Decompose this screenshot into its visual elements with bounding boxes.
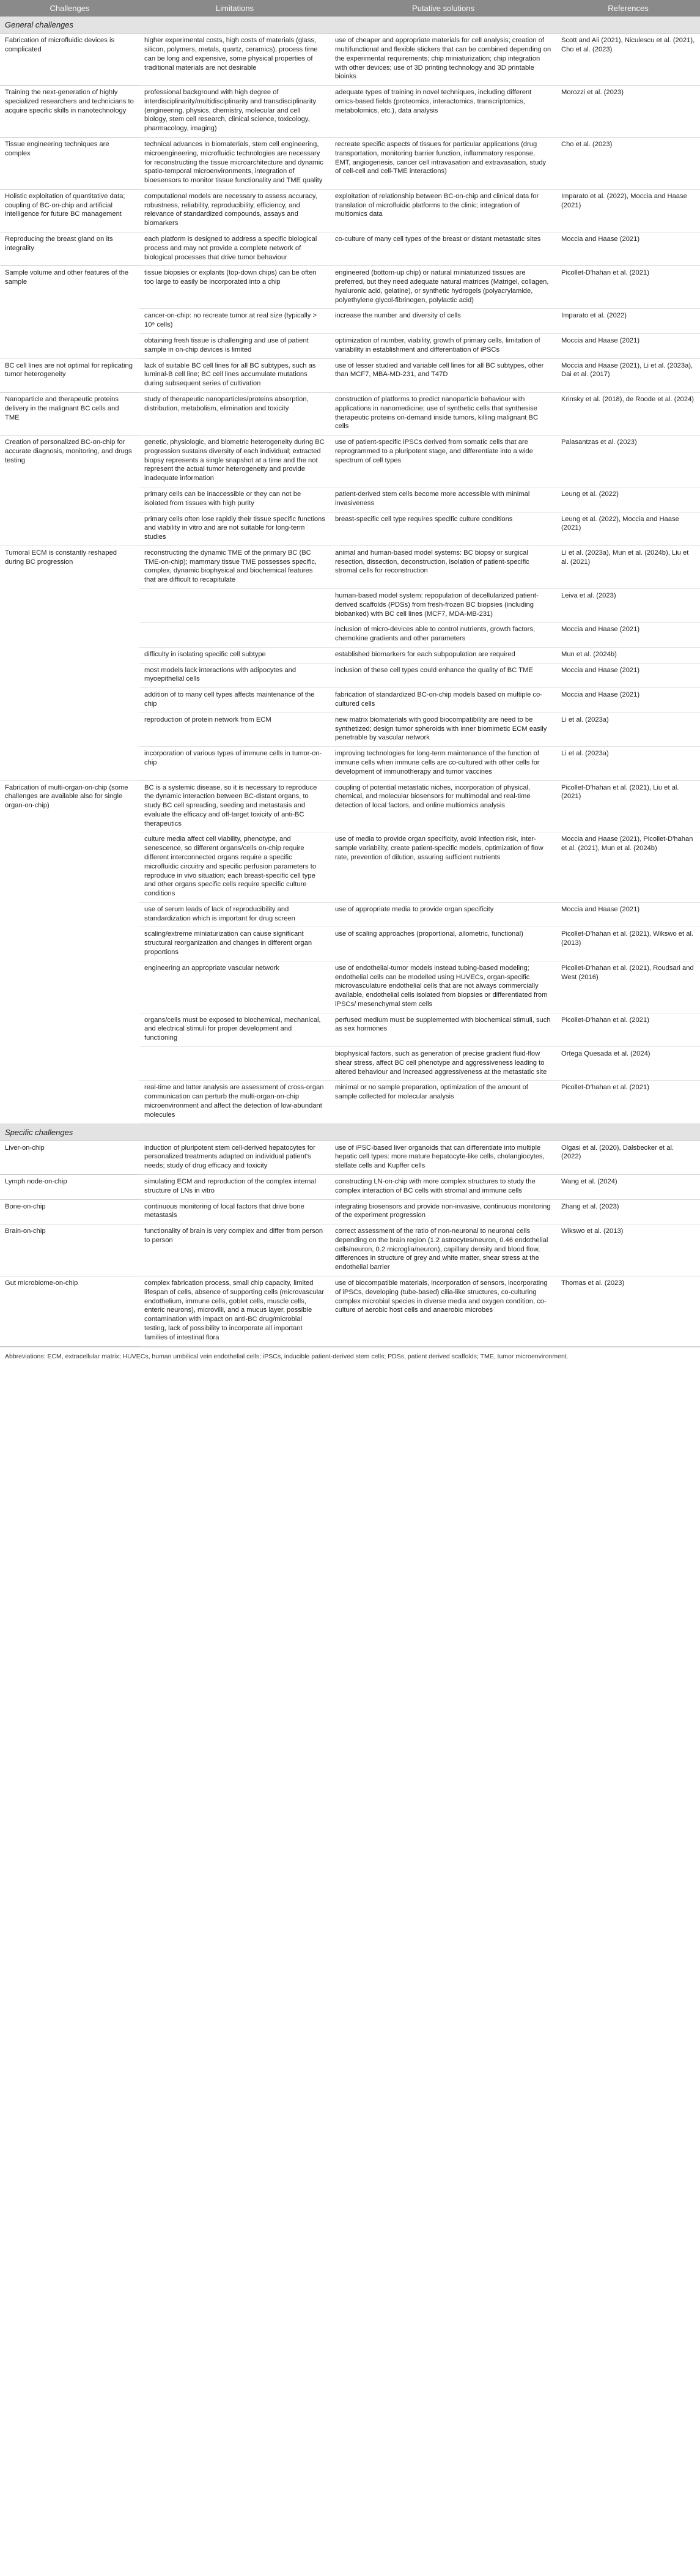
solution-cell: fabrication of standardized BC-on-chip models based on multiple co-cultured cells <box>330 688 556 713</box>
solution-cell: minimal or no sample preparation, optimization of the amount of sample collected for molecular analysis <box>330 1081 556 1123</box>
limitation-cell: each platform is designed to address a specific biological process and may not provide a complete network of biological processes that drive tumor behaviour <box>139 232 330 266</box>
table-row <box>0 358 700 392</box>
solution-cell: constructing LN-on-chip with more complex structures to study the complex interaction of BC cells with stromal and immune cells <box>330 1175 556 1200</box>
references-cell: Moccia and Haase (2021) <box>556 688 700 713</box>
challenge-cell: Creation of personalized BC-on-chip for accurate diagnosis, monitoring, and drugs testing <box>0 435 139 546</box>
solution-cell: engineered (bottom-up chip) or natural miniaturized tissues are preferred, but they need adequate natural matrices (Matrigel, collagen, hyaluronic acid, gelatine), or synthetic hydrogels (polyacrylamide, polyethylene glycol-fibrinogen, polylactic acid) <box>330 266 556 309</box>
references-cell: Leiva et al. (2023) <box>556 589 700 623</box>
limitation-cell: culture media affect cell viability, phenotype, and senescence, so different organs/cells on-chip require different interconnected organs require a specific microfluidic circuitry and specific perfusion parameters to reproduce in vivo situation; each breast-specific cell type and other organs specific cells require specific culture conditions <box>139 832 330 902</box>
solution-cell: use of cheaper and appropriate materials for cell analysis; creation of multifunctional and flexible stickers that can be combined depending on the experimental requirements; chip miniaturization; chip integration with other devices; use of 3D printing technology and 3D printable bioinks <box>330 34 556 86</box>
solution-cell: improving technologies for long-term maintenance of the function of immune cells when immune cells are co-cultured with other cells for development of immunotherapy and tumor vaccines <box>330 747 556 780</box>
solution-cell: new matrix biomaterials with good biocompatibility are need to be synthetized; design tumor spheroids with inner biomimetic ECM easily penetrable by vascular network <box>330 712 556 746</box>
references-cell: Leung et al. (2022), Moccia and Haase (2021) <box>556 512 700 546</box>
challenge-cell: Gut microbiome-on-chip <box>0 1276 139 1346</box>
references-cell: Moccia and Haase (2021) <box>556 232 700 266</box>
references-cell: Cho et al. (2023) <box>556 137 700 189</box>
references-cell: Ortega Quesada et al. (2024) <box>556 1047 700 1081</box>
solution-cell: integrating biosensors and provide non-invasive, continuous monitoring of the experiment progression <box>330 1199 556 1224</box>
references-cell: Li et al. (2023a) <box>556 747 700 780</box>
challenge-cell: Tissue engineering techniques are complex <box>0 137 139 189</box>
references-cell: Olgasi et al. (2020), Dalsbecker et al. (2022) <box>556 1141 700 1174</box>
references-cell: Li et al. (2023a), Mun et al. (2024b), Liu et al. (2021) <box>556 546 700 588</box>
solution-cell: use of patient-specific iPSCs derived from somatic cells that are reprogrammed to a pluripotent stage, and differentiate into a wide spectrum of cell types <box>330 435 556 487</box>
table-row <box>0 34 700 86</box>
table-row <box>0 266 700 309</box>
limitation-cell: primary cells can be inaccessible or they can not be isolated from tissues with high purity <box>139 487 330 512</box>
references-cell: Picollet-D'hahan et al. (2021), Wikswo et al. (2013) <box>556 927 700 961</box>
header-limitations: Limitations <box>139 0 330 17</box>
limitation-cell: reconstructing the dynamic TME of the primary BC (BC TME-on-chip); mammary tissue TME possesses specific, complex, dynamic biophysical and biochemical features that are difficult to recapitulate <box>139 546 330 588</box>
references-cell: Picollet-D'hahan et al. (2021) <box>556 1013 700 1046</box>
table-row <box>0 1175 700 1200</box>
limitation-cell: cancer-on-chip: no recreate tumor at real size (typically > 10⁹ cells) <box>139 309 330 334</box>
table-row <box>0 1199 700 1224</box>
table-body <box>0 17 700 1346</box>
references-cell: Mun et al. (2024b) <box>556 647 700 663</box>
section-title: General challenges <box>0 17 700 34</box>
limitation-cell: complex fabrication process, small chip capacity, limited lifespan of cells, absence of supporting cells (microvascular endothelium, immune cells, goblet cells, muscle cells, enteric neurons), microvilli, and a mucus layer, possible contamination with impact on anti-BC drug/microbial testing, lack of possibility to incorporate all important families of intestinal flora <box>139 1276 330 1346</box>
limitation-cell: continuous monitoring of local factors that drive bone metastasis <box>139 1199 330 1224</box>
solution-cell: coupling of potential metastatic niches, incorporation of physical, chemical, and molecular biosensors for multimodal and real-time detection of local factors, and online multiomics analysis <box>330 780 556 832</box>
solution-cell: use of lesser studied and variable cell lines for all BC subtypes, other than MCF7, MBA-MD-231, and T47D <box>330 358 556 392</box>
references-cell: Krinsky et al. (2018), de Roode et al. (2024) <box>556 392 700 435</box>
solution-cell: recreate specific aspects of tissues for particular applications (drug transportation, monitoring barrier function, inflammatory response, EMT, angiogenesis, cancer cell intravasation and extravasation, study of cell-cell and cell-TME interactions) <box>330 137 556 189</box>
solution-cell: inclusion of micro-devices able to control nutrients, growth factors, chemokine gradients and other parameters <box>330 623 556 648</box>
table-row <box>0 1276 700 1346</box>
limitation-cell <box>139 623 330 648</box>
limitation-cell: genetic, physiologic, and biometric heterogeneity during BC progression sustains diversity of each individual; extracted biopsy represents a single snapshot at a time and the not represent the actual tumor heterogeneity and provide inadequate information <box>139 435 330 487</box>
limitation-cell: organs/cells must be exposed to biochemical, mechanical, and electrical stimuli for proper development and functioning <box>139 1013 330 1046</box>
limitation-cell: real-time and latter analysis are assessment of cross-organ communication can perturb the multi-organ-on-chip microenvironment and affect the detection of low-abundant molecules <box>139 1081 330 1123</box>
limitation-cell: lack of suitable BC cell lines for all BC subtypes, such as luminal-B cell line; BC cell lines accumulate mutations during subsequent series of cultivation <box>139 358 330 392</box>
section-row <box>0 1123 700 1141</box>
solution-cell: exploitation of relationship between BC-on-chip and clinical data for translation of microfluidic platforms to the clinic; integration of multiomics data <box>330 189 556 232</box>
limitation-cell <box>139 1047 330 1081</box>
solution-cell: use of endothelial-tumor models instead tubing-based modeling; endothelial cells can be modelled using HUVECs, organ-specific microvasculature endothelial cells that are not always commercially available, endothelial cells isolated from biopsies or differentiated from iPSCs/ mesenchymal stem cells <box>330 961 556 1013</box>
limitation-cell: professional background with high degree of interdisciplinarity/multidisciplinarity and transdisciplinarity (engineering, physics, chemistry, molecular and cell biology, stem cell research, clinical science, toxicology, pharmacology, imaging) <box>139 86 330 138</box>
references-cell: Picollet-D'hahan et al. (2021) <box>556 266 700 309</box>
references-cell: Palasantzas et al. (2023) <box>556 435 700 487</box>
references-cell: Thomas et al. (2023) <box>556 1276 700 1346</box>
challenge-cell: Tumoral ECM is constantly reshaped during BC progression <box>0 546 139 780</box>
limitation-cell: higher experimental costs, high costs of materials (glass, silicon, polymers, metals, quartz, ceramics), process time can be long and expensive, some physical properties of traditional materials are not desirable <box>139 34 330 86</box>
references-cell: Leung et al. (2022) <box>556 487 700 512</box>
limitation-cell: reproduction of protein network from ECM <box>139 712 330 746</box>
solution-cell: animal and human-based model systems: BC biopsy or surgical resection, dissection, deconstruction, isolation of patient-specific stromal cells for reconstruction <box>330 546 556 588</box>
limitation-cell: computational models are necessary to assess accuracy, robustness, reliability, reproducibility, efficiency, and relevance of standardized compounds, assays and biomarkers <box>139 189 330 232</box>
limitation-cell: induction of pluripotent stem cell-derived hepatocytes for personalized treatments adapted on individual patient's needs; study of drug efficacy and toxicity <box>139 1141 330 1174</box>
header-solutions: Putative solutions <box>330 0 556 17</box>
solution-cell: use of appropriate media to provide organ specificity <box>330 902 556 927</box>
table-row <box>0 189 700 232</box>
challenge-cell: Bone-on-chip <box>0 1199 139 1224</box>
solution-cell: increase the number and diversity of cells <box>330 309 556 334</box>
solution-cell: inclusion of these cell types could enhance the quality of BC TME <box>330 663 556 688</box>
challenge-cell: Fabrication of multi-organ-on-chip (some challenges are available also for single organ-on-chip) <box>0 780 139 1123</box>
references-cell: Imparato et al. (2022), Moccia and Haase (2021) <box>556 189 700 232</box>
references-cell: Picollet-D'hahan et al. (2021), Roudsari and West (2016) <box>556 961 700 1013</box>
solution-cell: co-culture of many cell types of the breast or distant metastatic sites <box>330 232 556 266</box>
solution-cell: construction of platforms to predict nanoparticle behaviour with applications in nanomedicine; use of synthetic cells that synthesise therapeutic proteins on-demand inside tumors, killing malignant BC cells <box>330 392 556 435</box>
references-cell: Imparato et al. (2022) <box>556 309 700 334</box>
limitation-cell: scaling/extreme miniaturization can cause significant structural reorganization and changes in different organ proportions <box>139 927 330 961</box>
references-cell: Wikswo et al. (2013) <box>556 1224 700 1276</box>
table-row <box>0 86 700 138</box>
challenge-cell: Liver-on-chip <box>0 1141 139 1174</box>
limitation-cell: BC is a systemic disease, so it is necessary to reproduce the dynamic interaction between BC-distant organs, to study BC cell spreading, seeding and metastasis and evaluate the efficacy and off-target toxicity of anti-BC therapeutics <box>139 780 330 832</box>
solution-cell: perfused medium must be supplemented with biochemical stimuli, such as sex hormones <box>330 1013 556 1046</box>
limitation-cell: tissue biopsies or explants (top-down chips) can be often too large to easily be incorporated into a chip <box>139 266 330 309</box>
limitation-cell: study of therapeutic nanoparticles/proteins absorption, distribution, metabolism, elimination and toxicity <box>139 392 330 435</box>
challenge-cell: Holistic exploitation of quantitative data; coupling of BC-on-chip and artificial intelligence for future BC management <box>0 189 139 232</box>
limitation-cell: technical advances in biomaterials, stem cell engineering, microengineering, microfluidic technologies are necessary for reconstructing the tissue microarchitecture and dynamic spatio-temporal microenvironments, integration of bioesensors to monitor tissue functionality and TME quality <box>139 137 330 189</box>
table-row <box>0 1141 700 1174</box>
references-cell: Scott and Ali (2021), Niculescu et al. (2021), Cho et al. (2023) <box>556 34 700 86</box>
challenge-cell: Nanoparticle and therapeutic proteins delivery in the malignant BC cells and TME <box>0 392 139 435</box>
references-cell: Moccia and Haase (2021) <box>556 623 700 648</box>
references-cell: Zhang et al. (2023) <box>556 1199 700 1224</box>
limitation-cell: addition of to many cell types affects maintenance of the chip <box>139 688 330 713</box>
references-cell: Moccia and Haase (2021) <box>556 663 700 688</box>
references-cell: Picollet-D'hahan et al. (2021) <box>556 1081 700 1123</box>
header-references: References <box>556 0 700 17</box>
section-title: Specific challenges <box>0 1123 700 1141</box>
challenge-cell: Brain-on-chip <box>0 1224 139 1276</box>
table-row <box>0 232 700 266</box>
solution-cell: patient-derived stem cells become more accessible with minimal invasiveness <box>330 487 556 512</box>
section-row <box>0 17 700 34</box>
table-row <box>0 392 700 435</box>
challenge-cell: Lymph node-on-chip <box>0 1175 139 1200</box>
limitation-cell: most models lack interactions with adipocytes and myoepithelial cells <box>139 663 330 688</box>
references-cell: Moccia and Haase (2021), Li et al. (2023a), Dai et al. (2017) <box>556 358 700 392</box>
limitation-cell: primary cells often lose rapidly their tissue specific functions and viability in vitro and are not suitable for long-term studies <box>139 512 330 546</box>
limitation-cell: difficulty in isolating specific cell subtype <box>139 647 330 663</box>
challenge-cell: Fabrication of microfluidic devices is complicated <box>0 34 139 86</box>
table-row <box>0 137 700 189</box>
solution-cell: biophysical factors, such as generation of precise gradient fluid-flow shear stress, affect BC cell phenotype and aggressiveness leading to altered behaviour and increased aggressiveness at the metastatic site <box>330 1047 556 1081</box>
challenge-cell: Reproducing the breast gland on its integrality <box>0 232 139 266</box>
limitation-cell <box>139 589 330 623</box>
challenge-cell: Training the next-generation of highly specialized researchers and technicians to acquire specific skills in nanotechnology <box>0 86 139 138</box>
limitation-cell: engineering an appropriate vascular network <box>139 961 330 1013</box>
abbreviations-footnote: Abbreviations: ECM, extracellular matrix; HUVECs, human umbilical vein endothelial cells; iPSCs, inducible patient-derived stem cells; PDSs, patient derived scaffolds; TME, tumor microenvironment. <box>0 1347 700 1366</box>
references-cell: Picollet-D'hahan et al. (2021), Liu et al. (2021) <box>556 780 700 832</box>
solution-cell: breast-specific cell type requires specific culture conditions <box>330 512 556 546</box>
table-row <box>0 780 700 832</box>
references-cell: Li et al. (2023a) <box>556 712 700 746</box>
references-cell: Moccia and Haase (2021), Picollet-D'hahan et al. (2021), Mun et al. (2024b) <box>556 832 700 902</box>
table-row <box>0 1224 700 1276</box>
solution-cell: use of scaling approaches (proportional, allometric, functional) <box>330 927 556 961</box>
references-cell: Moccia and Haase (2021) <box>556 334 700 359</box>
challenge-cell: BC cell lines are not optimal for replicating tumor heterogeneity <box>0 358 139 392</box>
solution-cell: optimization of number, viability, growth of primary cells, limitation of variability in establishment and differentiation of iPSCs <box>330 334 556 359</box>
solution-cell: use of iPSC-based liver organoids that can differentiate into multiple hepatic cell types: more mature hepatocyte-like cells, cholangiocytes, stellate cells and Kupffer cells <box>330 1141 556 1174</box>
challenge-cell: Sample volume and other features of the sample <box>0 266 139 358</box>
header-challenges: Challenges <box>0 0 139 17</box>
solution-cell: use of media to provide organ specificity, avoid infection risk, inter-sample variability, create patient-specific models, optimization of flow rate, prevention of dilution, assuring sufficient nutrients <box>330 832 556 902</box>
solution-cell: correct assessment of the ratio of non-neuronal to neuronal cells depending on the brain region (1.2 astrocytes/neuron, 0.46 endothelial cells/neuron, 0.2 microglia/neuron), capillary density and blood flow, differences in structure of grey and white matter, shear stress at the endothelial barrier <box>330 1224 556 1276</box>
solution-cell: use of biocompatible materials, incorporation of sensors, incorporating of iPSCs, developing (tube-based) cilia-like structures, co-culturing complex microbial species in diverse media and oxygen condition, co-culture of aerobic host cells and anaerobic microbes <box>330 1276 556 1346</box>
table-header-row <box>0 0 700 17</box>
limitation-cell: incorporation of various types of immune cells in tumor-on-chip <box>139 747 330 780</box>
references-cell: Moccia and Haase (2021) <box>556 902 700 927</box>
limitation-cell: simulating ECM and reproduction of the complex internal structure of LNs in vitro <box>139 1175 330 1200</box>
solution-cell: adequate types of training in novel techniques, including different omics-based fields (proteomics, interactomics, transcriptomics, metabolomics, etc.), data analysis <box>330 86 556 138</box>
references-cell: Morozzi et al. (2023) <box>556 86 700 138</box>
solution-cell: human-based model system: repopulation of decellularized patient-derived scaffolds (PDSs) from fresh-frozen BC biopsies (including biobanked) with BC cell lines (MCF7, MDA-MB-231) <box>330 589 556 623</box>
limitation-cell: obtaining fresh tissue is challenging and use of patient sample in on-chip devices is limited <box>139 334 330 359</box>
table-row <box>0 435 700 487</box>
limitation-cell: functionality of brain is very complex and differ from person to person <box>139 1224 330 1276</box>
limitation-cell: use of serum leads of lack of reproducibility and standardization which is important for drug screen <box>139 902 330 927</box>
table-row <box>0 546 700 588</box>
references-cell: Wang et al. (2024) <box>556 1175 700 1200</box>
solution-cell: established biomarkers for each subpopulation are required <box>330 647 556 663</box>
